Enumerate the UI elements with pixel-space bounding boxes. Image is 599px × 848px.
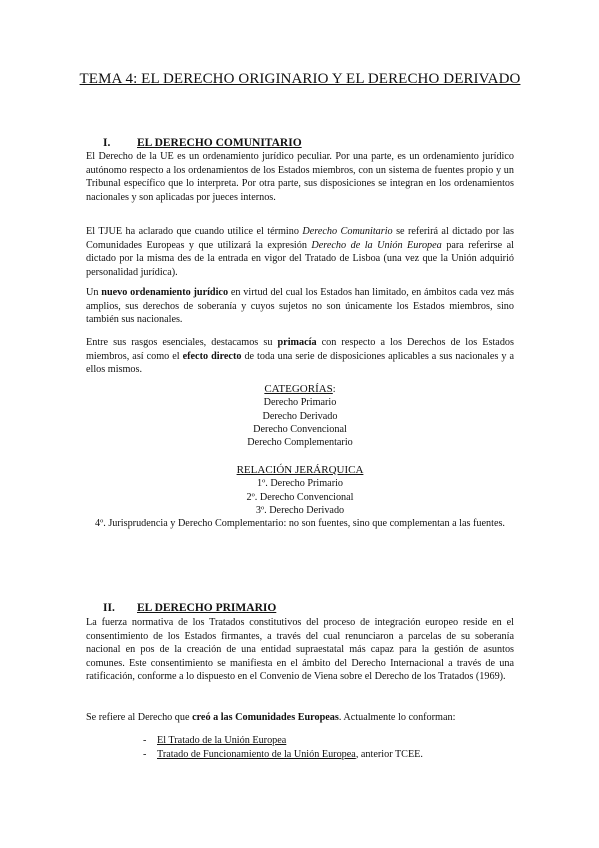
list-item: Derecho Primario — [263, 397, 337, 409]
paragraph: Un nuevo ordenamiento jurídico en virtud del cual los Estados han limitado, en ámbitos cada vez más amplios, sus derechos de soberanía y cuyos sujetos no son únicamente los Estados miembros, sino también sus nacionales. — [86, 287, 514, 326]
section-number: II. — [103, 602, 115, 614]
bold-term: creó a las Comunidades Europeas — [192, 712, 339, 723]
list-item: - El Tratado de la Unión Europea — [143, 735, 287, 746]
paragraph: El Derecho de la UE es un ordenamiento jurídico peculiar. Por una parte, es un ordenamiento jurídico autónomo respecto a los ordenamientos de los Estados miembros, con un sistema de fuentes propio y un Tribunal específico que lo interpreta. Por otra parte, sus disposiciones se integran en los ordenamientos nacionales y son aplicadas por jueces internos. — [86, 151, 514, 203]
list-item: Derecho Derivado — [262, 410, 338, 422]
treaty-list — [143, 734, 513, 761]
bold-term: efecto directo — [182, 350, 242, 362]
italic-term: Derecho Comunitario — [302, 226, 393, 237]
list-item: - Tratado de Funcionamiento de la Unión Europea, anterior TCEE. — [143, 748, 423, 760]
jerarquia-heading: RELACIÓN JERÁRQUICA — [236, 464, 364, 476]
bold-term: primacía — [277, 337, 317, 348]
bold-term: nuevo ordenamiento jurídico — [101, 287, 229, 298]
list-item: Derecho Convencional — [253, 423, 347, 435]
section-heading-2 — [103, 601, 276, 615]
page-title: TEMA 4: EL DERECHO ORIGINARIO Y EL DERECHO DERIVADO — [79, 71, 521, 87]
paragraph: Se refiere al Derecho que creó a las Comunidades Europeas. Actualmente lo conforman: — [86, 712, 456, 723]
section-title: EL DERECHO COMUNITARIO — [137, 137, 302, 149]
categorias-heading: CATEGORÍAS — [264, 383, 333, 395]
section-number: I. — [103, 137, 111, 149]
italic-term: Derecho de la Unión Europea — [311, 239, 442, 251]
paragraph: La fuerza normativa de los Tratados constitutivos del proceso de integración europeo reside en el consentimiento de los Estados firmantes, a través del cual renunciaron a parcelas de su soberanía nacional en pos de la creación de una entidad supraestatal más capaz para la gestión de asuntos comunes. Este consentimiento se manifiesta en el ámbito del Derecho Internacional a través de una ratificación, conforme a lo dispuesto en el Convenio de Viena sobre el Derecho de los Tratados (1969). — [86, 617, 514, 683]
list-item: 4º. Jurisprudencia y Derecho Complementario: no son fuentes, sino que complementan a las fuentes. — [95, 518, 505, 530]
list-item: 1º. Derecho Primario — [256, 478, 344, 490]
jerarquia-block — [86, 464, 514, 530]
list-item: 3º. Derecho Derivado — [255, 504, 345, 516]
section-heading-1 — [103, 136, 302, 150]
paragraph: Entre sus rasgos esenciales, destacamos su primacía con respecto a los Derechos de los Estados miembros, así como el efecto directo de toda una serie de disposiciones aplicables a sus nacionales y a ellos mismos. — [86, 337, 514, 376]
list-item: Derecho Complementario — [247, 437, 353, 449]
section-title: EL DERECHO PRIMARIO — [137, 602, 277, 614]
paragraph: El TJUE ha aclarado que cuando utilice el término Derecho Comunitario se referirá al dictado por las Comunidades Europeas y que utilizará la expresión Derecho de la Unión Europea para referirse al dictado por la misma des de la entrada en vigor del Tratado de Lisboa (una vez que la Unión adquirió personalidad jurídica). — [86, 226, 515, 278]
list-item: 2º. Derecho Convencional — [246, 491, 354, 503]
categorias-block: CATEGORÍAS: Derecho Primario Derecho Derivado Derecho Convencional Derecho Complementario — [86, 383, 514, 449]
